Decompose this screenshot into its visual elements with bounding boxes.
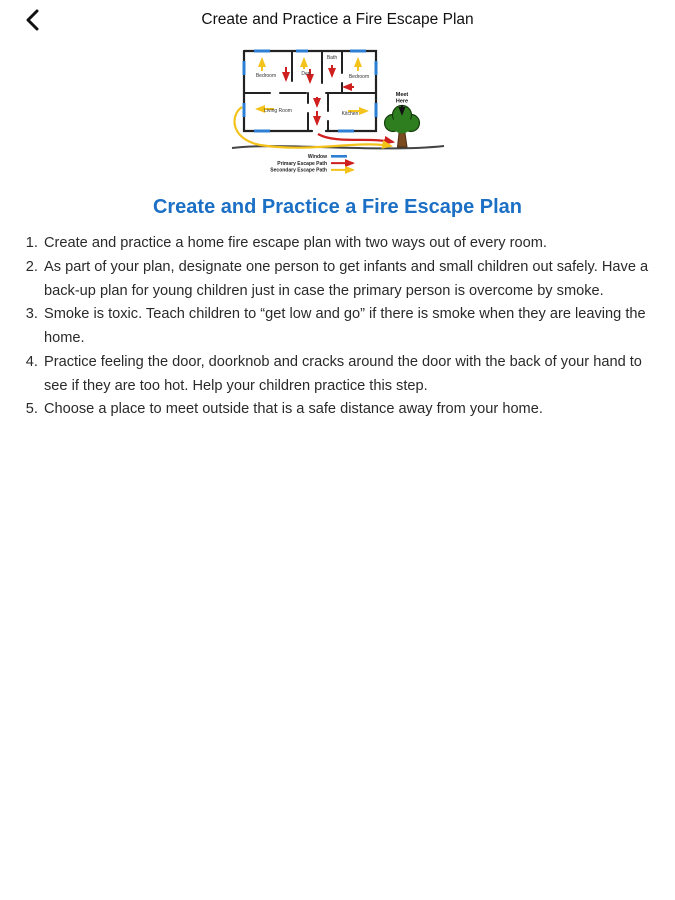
legend-window-label: Window — [307, 154, 327, 160]
house-outer-walls — [244, 51, 376, 131]
room-label-den: Den — [300, 71, 311, 77]
window-markers — [244, 51, 376, 131]
list-item: 1. Create and practice a home fire escape plan with two ways out of every room. — [42, 232, 667, 256]
room-label-bedroom-left: Bedroom — [255, 73, 276, 79]
floor-plan-diagram — [230, 45, 446, 175]
room-label-kitchen: Kitchen — [341, 111, 358, 117]
legend-secondary-label: Secondary Escape Path — [269, 167, 327, 174]
room-label-bedroom-right: Bedroom — [348, 74, 369, 80]
instruction-list — [0, 232, 675, 422]
fire-escape-plan-illustration — [0, 45, 675, 180]
secondary-escape-arrows — [257, 59, 367, 111]
plan-legend — [270, 154, 353, 174]
room-label-bath: Bath — [326, 55, 337, 61]
list-item: 2. As part of your plan, designate one person to get infants and small children out safely. Have a back-up plan for young children just in case the primary person is overcome by smoke. — [42, 256, 667, 304]
legend-primary-label: Primary Escape Path — [276, 160, 327, 167]
list-item: 4. Practice feeling the door, doorknob and cracks around the door with the back of your hand to see if they are too hot. Help your children practice this step. — [42, 351, 667, 399]
room-label-living-room: Living Room — [263, 108, 292, 114]
secondary-path-to-tree — [234, 107, 390, 148]
meet-here-label-line1: Meet — [395, 92, 408, 98]
page-header — [0, 0, 675, 40]
meet-here-label-line2: Here — [395, 98, 408, 105]
list-item: 5. Choose a place to meet outside that is a safe distance away from your home. — [42, 398, 667, 422]
page-title: Create and Practice a Fire Escape Plan — [152, 196, 523, 218]
primary-path-to-tree — [318, 134, 393, 142]
list-item: 3. Smoke is toxic. Teach children to “get low and go” if there is smoke when they are leaving the home. — [42, 303, 667, 351]
house-interior-walls — [244, 51, 376, 131]
header-title: Create and Practice a Fire Escape Plan — [201, 11, 474, 28]
